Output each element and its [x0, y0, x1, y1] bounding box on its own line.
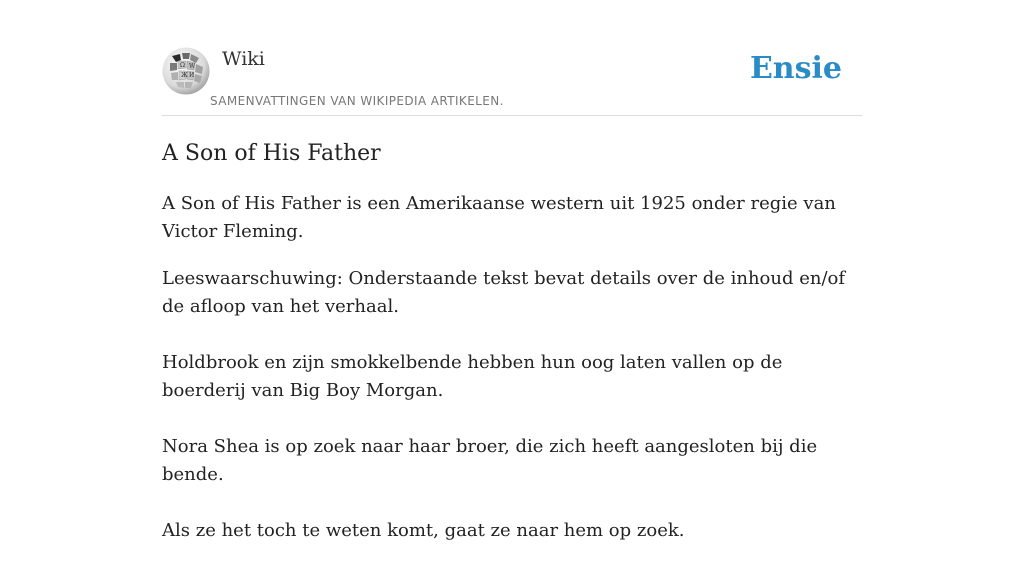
- site-tagline: SAMENVATTINGEN VAN WIKIPEDIA ARTIKELEN.: [210, 94, 504, 108]
- site-header: [162, 44, 862, 116]
- svg-text:Ω: Ω: [180, 62, 185, 69]
- svg-text:W: W: [189, 63, 196, 70]
- ensie-brand-link[interactable]: Ensie: [749, 51, 842, 86]
- svg-text:Ж: Ж: [181, 72, 188, 79]
- article-paragraph: Holdbrook en zijn smokkelbende hebben hun oog laten vallen op de boerderij van Big Boy Morgan.: [162, 352, 783, 401]
- article-content: [162, 138, 852, 573]
- wikipedia-globe-icon[interactable]: [162, 47, 210, 95]
- article-paragraph: Leeswaarschuwing: Onderstaande tekst bevat details over de inhoud en/of de afloop van het verhaal.: [162, 268, 846, 317]
- svg-text:И: И: [189, 72, 195, 79]
- site-title-link[interactable]: Wiki: [222, 48, 265, 70]
- article-paragraph: A Son of His Father is een Amerikaanse western uit 1925 onder regie van Victor Fleming.: [162, 193, 836, 242]
- article-paragraph: Nora Shea is op zoek naar haar broer, die zich heeft aangesloten bij die bende.: [162, 436, 818, 485]
- article-paragraph: Als ze het toch te weten komt, gaat ze naar hem op zoek.: [162, 520, 685, 541]
- page-title: A Son of His Father: [162, 141, 381, 166]
